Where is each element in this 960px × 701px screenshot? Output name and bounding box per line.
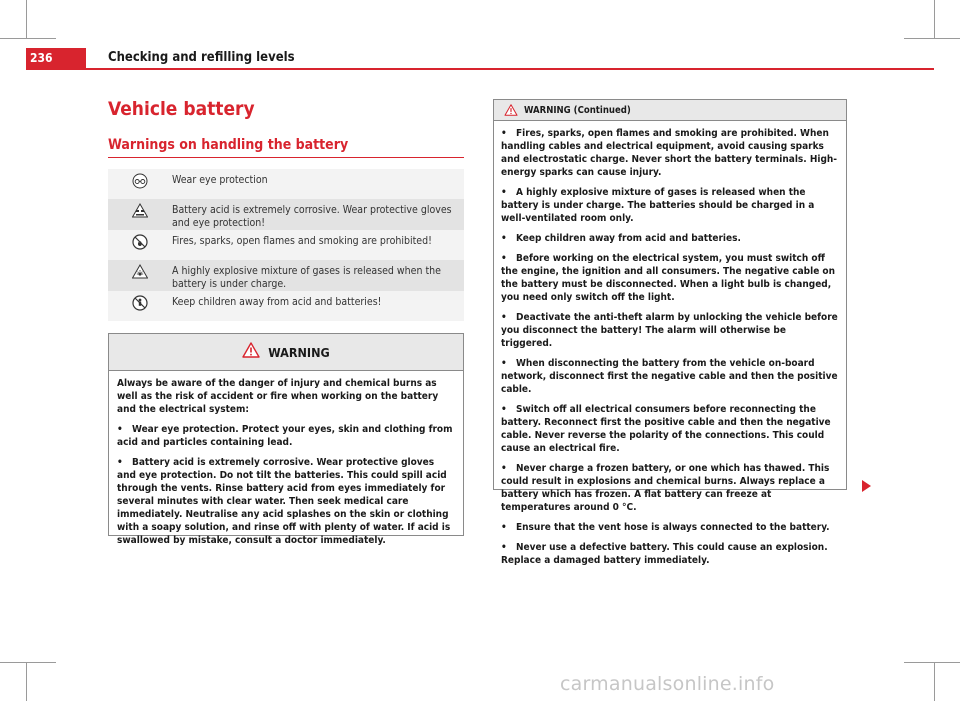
header-rule (26, 68, 934, 70)
symbol-text: Wear eye protection (172, 174, 268, 186)
symbol-text: Battery acid is extremely corrosive. Wear protective gloves and eye protection! (172, 204, 452, 229)
crop-mark (904, 662, 960, 663)
warning-item: • Switch off all electrical consumers before reconnecting the battery. Reconnect first the positive cable and then the negative cable. Never reverse the polarity of the connections. This could cause an electrical fire. (501, 404, 831, 454)
symbol-text: A highly explosive mixture of gases is released when the battery is under charge. (172, 265, 441, 290)
warning-item: • Keep children away from acid and batteries. (501, 233, 741, 244)
watermark: carmanualsonline.info (560, 673, 775, 695)
crop-mark (934, 0, 935, 38)
crop-mark (934, 662, 935, 701)
corrosive-acid-icon (108, 199, 172, 218)
crop-mark (904, 38, 960, 39)
warning-continued-header (494, 100, 846, 121)
subsection-title: Warnings on handling the battery (108, 137, 349, 153)
symbol-row (108, 230, 464, 260)
crop-mark (0, 662, 56, 663)
symbol-table (108, 169, 464, 321)
subsection-rule (108, 157, 464, 158)
warning-item: • Ensure that the vent hose is always connected to the battery. (501, 522, 830, 533)
warning-body (109, 371, 463, 547)
warning-intro: Always be aware of the danger of injury and chemical burns as well as the risk of accident or fire when working on the battery and the electrical system: (117, 378, 439, 415)
chapter-title: Checking and refilling levels (108, 50, 295, 65)
section-title: Vehicle battery (108, 98, 255, 120)
warning-title: WARNING (268, 344, 330, 360)
symbol-row (108, 291, 464, 321)
symbol-row (108, 199, 464, 230)
warning-item: • Before working on the electrical system, you must switch off the engine, the ignition and all consumers. The negative cable on the battery must be disconnected. When a light bulb is changed, you need only switch off the light. (501, 253, 836, 303)
eye-protection-icon (108, 169, 172, 189)
warning-triangle-icon (242, 342, 260, 362)
warning-continued-body (494, 121, 846, 567)
warning-item: • When disconnecting the battery from the vehicle on-board network, disconnect first the negative cable and then the positive cable. (501, 358, 838, 395)
warning-triangle-icon (504, 101, 518, 120)
warning-item: • Deactivate the anti-theft alarm by unlocking the vehicle before you disconnect the battery! The alarm will otherwise be triggered. (501, 312, 838, 349)
symbol-text: Keep children away from acid and batteries! (172, 296, 382, 308)
warning-item: • Never use a defective battery. This could cause an explosion. Replace a damaged battery immediately. (501, 542, 828, 566)
warning-item: • Battery acid is extremely corrosive. Wear protective gloves and eye protection. Do not tilt the batteries. This could spill acid through the vents. Rinse battery acid from eyes immediately for several minutes with clear water. Then seek medical care immediately. Neutralise any acid splashes on the skin or clothing with a soapy solution, and rinse off with plenty of water. If acid is swallowed by mistake, consult a doctor immediately. (117, 457, 451, 546)
symbol-text: Fires, sparks, open flames and smoking are prohibited! (172, 235, 432, 247)
crop-mark (0, 38, 56, 39)
warning-item: • Never charge a frozen battery, or one which has thawed. This could result in explosions and chemical burns. Always replace a battery which has frozen. A flat battery can freeze at temperatures around 0 °C. (501, 463, 830, 513)
symbol-row (108, 260, 464, 291)
warning-continued-box (493, 99, 847, 566)
warning-item: • A highly explosive mixture of gases is released when the battery is under charge. The batteries should be charged in a well-ventilated room only. (501, 187, 815, 224)
no-fire-icon (108, 230, 172, 250)
keep-children-away-icon (108, 291, 172, 311)
symbol-row (108, 169, 464, 199)
crop-mark (26, 0, 27, 38)
crop-mark (26, 662, 27, 701)
explosive-icon (108, 260, 172, 279)
warning-header (109, 334, 463, 371)
warning-item: • Wear eye protection. Protect your eyes, skin and clothing from acid and particles containing lead. (117, 424, 453, 448)
warning-continued-title: WARNING (Continued) (524, 104, 631, 116)
warning-item: • Fires, sparks, open flames and smoking are prohibited. When handling cables and electrical equipment, avoid causing sparks and electrostatic charge. Never short the battery terminals. High-energy sparks can cause injury. (501, 128, 838, 178)
warning-box (108, 333, 464, 546)
continue-arrow-icon (862, 480, 871, 492)
page-number: 236 (26, 48, 86, 68)
